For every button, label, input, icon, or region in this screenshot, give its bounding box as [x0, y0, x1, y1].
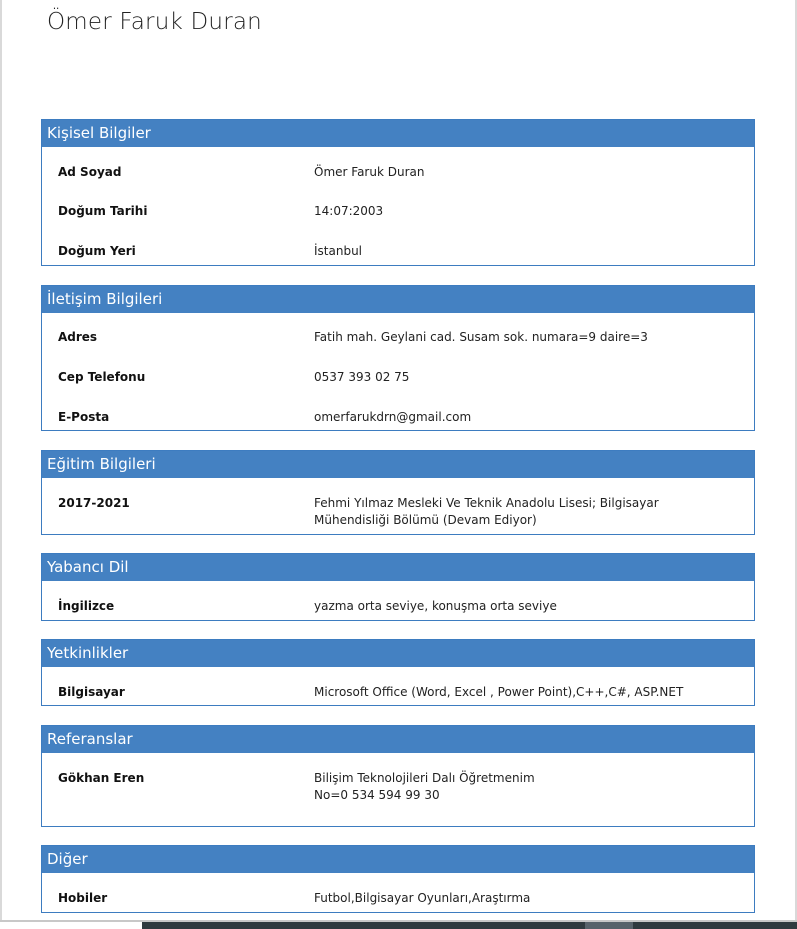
section-title: Referanslar — [42, 726, 754, 753]
row-label: Gökhan Eren — [58, 771, 145, 785]
row-label: İngilizce — [58, 599, 115, 613]
row-label: Bilgisayar — [58, 685, 125, 699]
scrollbar-track[interactable] — [142, 922, 797, 929]
row-value: Futbol,Bilgisayar Oyunları,Araştırma — [314, 891, 531, 905]
row-value: Fatih mah. Geylani cad. Susam sok. numara=9 daire=3 — [314, 330, 648, 344]
section-education — [41, 450, 755, 535]
row-value: Mühendisliği Bölümü (Devam Ediyor) — [314, 513, 537, 527]
section-skills — [41, 639, 755, 706]
page-edge-left — [0, 0, 2, 920]
row-value: No=0 534 594 99 30 — [314, 788, 440, 802]
row-label: Cep Telefonu — [58, 370, 146, 384]
row-value: Bilişim Teknolojileri Dalı Öğretmenim — [314, 771, 535, 785]
row-value: omerfarukdrn@gmail.com — [314, 410, 472, 424]
row-value: Microsoft Office (Word, Excel , Power Point),C++,C#, ASP.NET — [314, 685, 684, 699]
section-contact-info — [41, 285, 755, 431]
row-value: İstanbul — [314, 244, 363, 258]
row-value: 0537 393 02 75 — [314, 370, 410, 384]
scrollbar-thumb[interactable] — [585, 922, 633, 929]
section-title: Kişisel Bilgiler — [42, 120, 754, 147]
row-label: Hobiler — [58, 891, 108, 905]
section-title: Yabancı Dil — [42, 554, 754, 581]
row-label: Adres — [58, 330, 98, 344]
row-value: Fehmi Yılmaz Mesleki Ve Teknik Anadolu Lisesi; Bilgisayar — [314, 496, 659, 510]
row-label: 2017-2021 — [58, 496, 130, 510]
row-label: E-Posta — [58, 410, 110, 424]
row-value: yazma orta seviye, konuşma orta seviye — [314, 599, 557, 613]
cv-owner-name: Ömer Faruk Duran — [47, 9, 262, 35]
section-title: Diğer — [42, 846, 754, 873]
row-label: Ad Soyad — [58, 165, 122, 179]
section-title: İletişim Bilgileri — [42, 286, 754, 313]
section-other — [41, 845, 755, 913]
section-title: Yetkinlikler — [42, 640, 754, 667]
row-value: Ömer Faruk Duran — [314, 165, 425, 179]
bottom-scrollbar[interactable] — [0, 920, 797, 929]
section-references — [41, 725, 755, 827]
section-title: Eğitim Bilgileri — [42, 451, 754, 478]
section-personal-info — [41, 119, 755, 266]
row-label: Doğum Tarihi — [58, 204, 148, 218]
row-label: Doğum Yeri — [58, 244, 136, 258]
row-value: 14:07:2003 — [314, 204, 384, 218]
section-foreign-language — [41, 553, 755, 621]
